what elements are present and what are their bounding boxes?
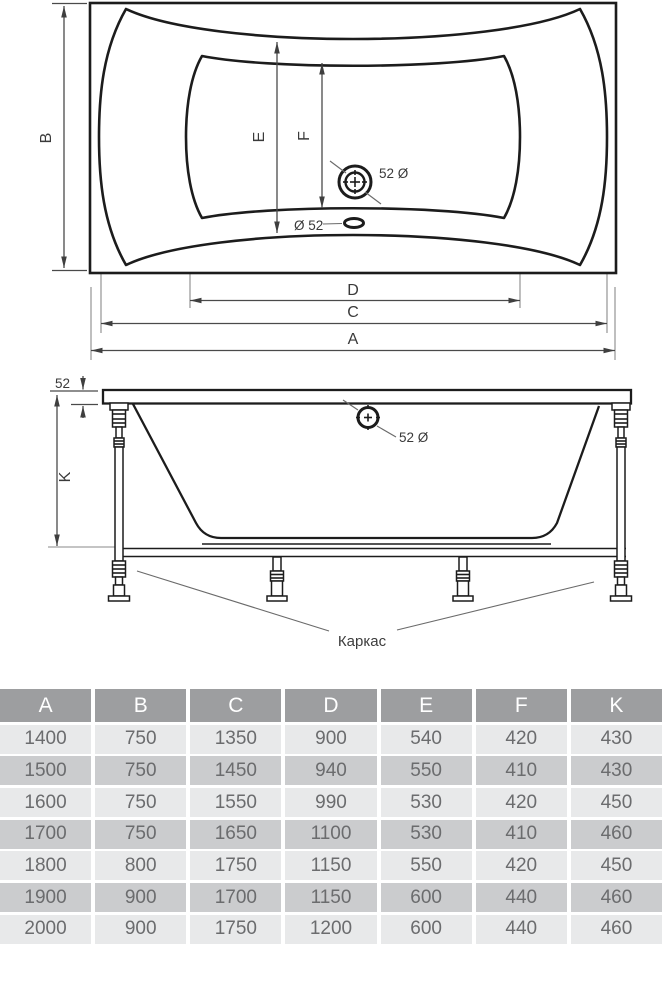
frame-leg-left — [109, 403, 130, 601]
table-row — [0, 725, 662, 754]
overflow-diameter-label: Ø 52 — [294, 218, 324, 233]
table-cell: 410 — [476, 820, 567, 849]
table-cell: 990 — [285, 788, 376, 817]
dimension-D — [190, 282, 520, 301]
frame-callout — [137, 571, 594, 650]
dimension-A-label: A — [347, 331, 359, 348]
table-cell: 550 — [381, 756, 472, 785]
table-cell: 2000 — [0, 915, 91, 944]
top-view — [38, 3, 616, 360]
table-cell: 750 — [95, 756, 186, 785]
dimension-D-label: D — [347, 282, 359, 299]
table-header-cell: D — [285, 689, 376, 722]
table-cell: 750 — [95, 788, 186, 817]
table-cell: 900 — [95, 883, 186, 912]
drain-side-view — [343, 400, 429, 445]
table-cell: 460 — [571, 883, 662, 912]
table-cell: 1800 — [0, 851, 91, 880]
frame-leg-mid-left — [267, 557, 287, 601]
table-cell: 940 — [285, 756, 376, 785]
table-cell: 410 — [476, 756, 567, 785]
table-cell: 800 — [95, 851, 186, 880]
table-cell: 440 — [476, 915, 567, 944]
side-drain-diameter-label: 52 Ø — [399, 430, 429, 445]
table-cell: 1200 — [285, 915, 376, 944]
table-header-cell: E — [381, 689, 472, 722]
frame-leg-mid-right — [453, 557, 473, 601]
frame-leg-right — [611, 403, 632, 601]
table-cell: 550 — [381, 851, 472, 880]
table-cell: 540 — [381, 725, 472, 754]
table-cell: 750 — [95, 820, 186, 849]
dimension-K — [57, 395, 74, 546]
dimension-F-label: F — [296, 131, 313, 141]
table-cell: 420 — [476, 851, 567, 880]
dimensions-table — [0, 689, 662, 944]
table-cell: 420 — [476, 788, 567, 817]
table-cell: 1150 — [285, 851, 376, 880]
table-row — [0, 883, 662, 912]
drain-diameter-label: 52 Ø — [379, 166, 409, 181]
dimension-E-label: E — [251, 131, 268, 143]
table-cell: 420 — [476, 725, 567, 754]
dimension-C-label: C — [347, 304, 359, 321]
table-cell: 460 — [571, 820, 662, 849]
table-cell: 430 — [571, 725, 662, 754]
table-cell: 600 — [381, 915, 472, 944]
table-row — [0, 756, 662, 785]
rim-thickness-label: 52 — [55, 376, 71, 391]
table-cell: 1900 — [0, 883, 91, 912]
table-cell: 1750 — [190, 851, 281, 880]
table-cell: 750 — [95, 725, 186, 754]
table-cell: 450 — [571, 788, 662, 817]
table-row — [0, 851, 662, 880]
dimension-K-label: K — [57, 471, 74, 483]
table-cell: 1700 — [0, 820, 91, 849]
frame-callout-label: Каркас — [337, 633, 387, 650]
tub-deck — [103, 390, 631, 404]
tub-outline-rect — [90, 3, 616, 273]
table-cell: 1150 — [285, 883, 376, 912]
table-header-cell: B — [95, 689, 186, 722]
table-cell: 530 — [381, 820, 472, 849]
table-header-cell: K — [571, 689, 662, 722]
dimension-B-label: B — [38, 132, 55, 144]
table-cell: 1450 — [190, 756, 281, 785]
table-header-row — [0, 689, 662, 722]
table-cell: 430 — [571, 756, 662, 785]
table-cell: 1650 — [190, 820, 281, 849]
table-row — [0, 788, 662, 817]
side-view — [48, 376, 632, 650]
table-cell: 900 — [95, 915, 186, 944]
dimension-B — [38, 4, 87, 271]
table-row — [0, 820, 662, 849]
table-cell: 1350 — [190, 725, 281, 754]
table-header-cell: C — [190, 689, 281, 722]
table-row — [0, 915, 662, 944]
table-cell: 1600 — [0, 788, 91, 817]
table-cell: 460 — [571, 915, 662, 944]
dimension-C — [101, 304, 607, 324]
table-header-cell: F — [476, 689, 567, 722]
table-cell: 450 — [571, 851, 662, 880]
table-header-cell: A — [0, 689, 91, 722]
table-cell: 1700 — [190, 883, 281, 912]
table-cell: 440 — [476, 883, 567, 912]
table-cell: 1750 — [190, 915, 281, 944]
dimension-A — [91, 331, 615, 351]
table-cell: 600 — [381, 883, 472, 912]
table-cell: 900 — [285, 725, 376, 754]
table-cell: 1400 — [0, 725, 91, 754]
table-cell: 530 — [381, 788, 472, 817]
table-cell: 1550 — [190, 788, 281, 817]
table-cell: 1100 — [285, 820, 376, 849]
table-cell: 1500 — [0, 756, 91, 785]
